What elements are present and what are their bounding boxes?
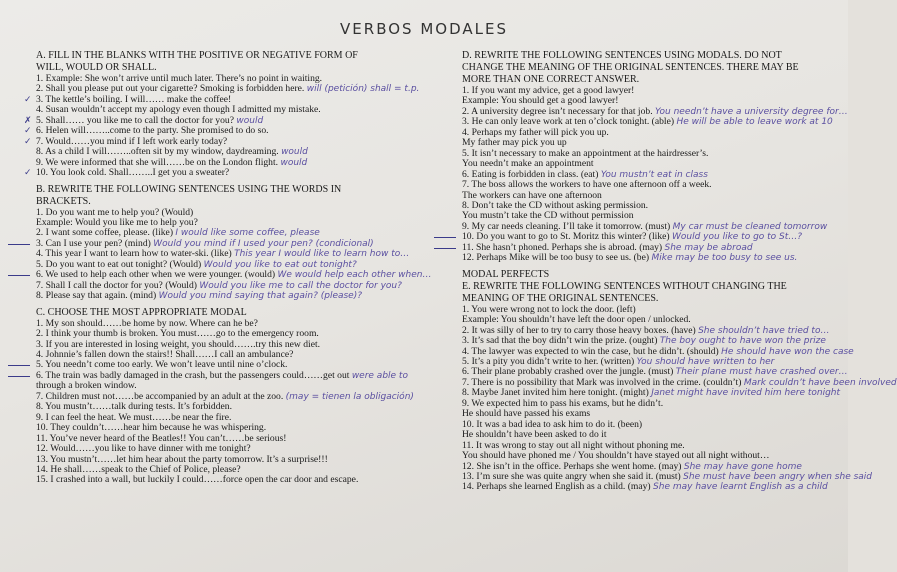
margin-dash xyxy=(8,376,30,377)
section-c xyxy=(36,307,444,486)
exercise-text: 5. Do you want to eat out tonight? (Would) xyxy=(36,258,202,270)
exercise-text: You should have phoned me / You shouldn’t have stayed out all night without… xyxy=(462,450,770,462)
exercise-line xyxy=(36,291,444,301)
handwritten-answer: Their plane must have crashed over… xyxy=(675,367,848,378)
right-column xyxy=(462,50,897,498)
section-gap xyxy=(462,493,844,498)
section-e xyxy=(462,268,897,493)
section-heading: MORE THAN ONE CORRECT ANSWER. xyxy=(462,74,640,85)
section-d xyxy=(462,50,848,264)
handwritten-answer: The boy ought to have won the prize xyxy=(659,336,826,347)
section-gap xyxy=(36,486,444,491)
exercise-line xyxy=(462,253,844,263)
exercise-text: 9. We were informed that she will……be on the London flight. xyxy=(36,156,279,168)
margin-dash xyxy=(434,237,456,238)
handwritten-answer: She shouldn’t have tried to… xyxy=(698,325,830,336)
section-heading: E. REWRITE THE FOLLOWING SENTENCES WITHOUT CHANGING THE xyxy=(462,280,787,292)
exercise-text: 1. You were wrong not to lock the door. (left) xyxy=(462,303,636,315)
exercise-text: 6. Their plane probably crashed over the jungle. (must) xyxy=(462,366,674,378)
exercise-text: 8. As a child I will……..often sit by my window, daydreaming. xyxy=(36,146,279,158)
exercise-text: 7. There is no possibility that Mark was involved in the crime. (couldn’t) xyxy=(462,376,742,388)
section-heading: BRACKETS. xyxy=(36,195,91,207)
page-title: VERBOS MODALES xyxy=(340,20,508,38)
exercise-text: 3. It’s sad that the boy didn’t win the prize. (ought) xyxy=(462,335,658,347)
exercise-text: 5. It isn’t necessary to make an appointment at the hairdresser’s. xyxy=(462,147,709,159)
exercise-text: 1. My son should……be home by now. Where can he be? xyxy=(36,317,258,329)
handwritten-answer: Would you like me to call the doctor for you? xyxy=(199,280,402,291)
exercise-text: He shouldn’t have been asked to do it xyxy=(462,429,607,441)
exercise-text: 5. You needn’t come too early. We won’t leave until nine o’clock. xyxy=(36,359,288,371)
handwritten-answer: We would help each other when… xyxy=(277,270,432,281)
handwritten-answer: Would you like to eat out tonight? xyxy=(203,259,357,270)
check-mark: ✓ xyxy=(24,94,32,105)
exercise-text: 7. The boss allows the workers to have one afternoon off a week. xyxy=(462,179,712,191)
exercise-text: 4. Perhaps my father will pick you up. xyxy=(462,126,609,138)
exercise-text: 3. If you are interested in losing weight, you should…….try this new diet. xyxy=(36,338,321,350)
exercise-text: 11. It was wrong to stay out all night without phoning me. xyxy=(462,439,685,451)
check-mark: ✓ xyxy=(24,168,32,179)
exercise-text: 10. You look cold. Shall……..I get you a sweater? xyxy=(36,167,230,179)
exercise-text: My father may pick you up xyxy=(462,137,567,149)
section-heading: CHANGE THE MEANING OF THE ORIGINAL SENTENCES. THERE MAY BE xyxy=(462,62,799,73)
exercise-text: 9. We expected him to pass his exams, but he didn’t. xyxy=(462,397,664,409)
exercise-text: Example: Would you like me to help you? xyxy=(36,216,198,228)
check-mark: ✗ xyxy=(24,115,32,126)
exercise-text: 10. It was a bad idea to ask him to do it. (been) xyxy=(462,418,643,430)
exercise-text: 11. She hasn’t phoned. Perhaps she is abroad. (may) xyxy=(462,241,663,253)
section-heading: WILL, WOULD OR SHALL. xyxy=(36,62,157,73)
exercise-text: 14. He shall……speak to the Chief of Police, please? xyxy=(36,463,241,475)
exercise-text: 8. Don’t take the CD without asking permission. xyxy=(462,199,649,211)
exercise-text: 10. Do you want to go to St. Moritz this winter? (like) xyxy=(462,231,670,243)
exercise-text: 5. Shall…… you like me to call the doctor for you? xyxy=(36,114,234,126)
exercise-text: 6. Eating is forbidden in class. (eat) xyxy=(462,168,599,180)
handwritten-answer: Would you mind if I used your pen? (condicional) xyxy=(153,238,374,249)
handwritten-answer: She must have been angry when she said xyxy=(683,471,873,482)
handwritten-answer: You needn’t have a university degree for… xyxy=(655,106,848,117)
exercise-text: 9. I can feel the heat. We must……be near the fire. xyxy=(36,411,232,423)
handwritten-answer: You mustn’t eat in class xyxy=(600,169,708,180)
exercise-text: 2. A university degree isn’t necessary for that job. xyxy=(462,105,653,117)
exercise-line xyxy=(462,482,844,492)
margin-dash xyxy=(434,248,456,249)
exercise-text: 3. He can only leave work at ten o’clock tonight. (able) xyxy=(462,116,675,128)
exercise-text: 2. I think your thumb is broken. You must……go to the emergency room. xyxy=(36,328,319,340)
exercise-text: 3. The kettle’s boiling. I will…… make the coffee! xyxy=(36,93,232,105)
handwritten-answer: would xyxy=(280,157,308,168)
handwritten-answer: will (petición) shall = t.p. xyxy=(306,84,420,95)
exercise-text: 15. I crashed into a wall, but luckily I could……force open the car door and escape. xyxy=(36,474,359,486)
section-heading: MODAL PERFECTS xyxy=(462,268,550,280)
exercise-text: 2. I want some coffee, please. (like) xyxy=(36,227,174,239)
exercise-text: 11. You’ve never heard of the Beatles!! You can’t……be serious! xyxy=(36,432,287,444)
section-heading: D. REWRITE THE FOLLOWING SENTENCES USING MODALS. DO NOT xyxy=(462,50,782,61)
handwritten-answer: You should have written to her xyxy=(636,356,775,367)
handwritten-answer: would xyxy=(281,147,308,158)
handwritten-answer: Would you like to go to St…? xyxy=(671,232,803,243)
exercise-text: 12. She isn’t in the office. Perhaps she went home. (may) xyxy=(462,460,682,472)
exercise-text: 4. Susan wouldn’t accept my apology even though I admitted my mistake. xyxy=(36,104,321,116)
handwritten-answer: would xyxy=(236,115,264,126)
left-column xyxy=(24,50,444,491)
handwritten-answer: Mike may be too busy to see us. xyxy=(651,253,798,264)
exercise-text: He should have passed his exams xyxy=(462,408,591,420)
check-mark: ✓ xyxy=(24,126,32,137)
exercise-text: 4. Johnnie’s fallen down the stairs!! Shall……I call an ambulance? xyxy=(36,348,294,360)
margin-dash xyxy=(8,275,30,276)
check-mark: ✓ xyxy=(24,136,32,147)
exercise-text: 13. I’m sure she was quite angry when she said it. (must) xyxy=(462,470,681,482)
exercise-text: 7. Children must not……be accompanied by an adult at the zoo. xyxy=(36,390,284,402)
handwritten-answer: Would you mind saying that again? (please)? xyxy=(158,291,363,302)
handwritten-answer: He will be able to leave work at 10 xyxy=(676,117,833,128)
exercise-text: 3. Can I use your pen? (mind) xyxy=(36,237,151,249)
handwritten-answer: She may be abroad xyxy=(664,242,753,253)
handwritten-answer: She may have gone home xyxy=(683,461,802,472)
exercise-text: through a broken window. xyxy=(36,380,137,392)
handwritten-answer: were able to xyxy=(351,370,408,381)
section-a xyxy=(24,50,444,179)
exercise-text: 5. It’s a pity you didn’t write to her. (written) xyxy=(462,355,635,367)
exercise-text: You mustn’t take the CD without permission xyxy=(462,210,634,222)
exercise-text: 2. It was silly of her to try to carry those heavy boxes. (have) xyxy=(462,324,696,336)
handwritten-answer: My car must be cleaned tomorrow xyxy=(672,221,828,232)
exercise-text: 6. Helen will……..come to the party. She promised to do so. xyxy=(36,125,269,137)
exercise-text: 4. This year I want to learn how to water-ski. (like) xyxy=(36,248,232,260)
exercise-text: 1. Do you want me to help you? (Would) xyxy=(36,206,194,218)
section-heading: A. FILL IN THE BLANKS WITH THE POSITIVE OR NEGATIVE FORM OF xyxy=(36,50,358,61)
exercise-text: 6. We used to help each other when we were younger. (would) xyxy=(36,269,276,281)
exercise-text: You needn’t make an appointment xyxy=(462,158,594,170)
exercise-text: 8. You mustn’t……talk during tests. It’s forbidden. xyxy=(36,401,232,413)
exercise-text: 1. If you want my advice, get a good lawyer! xyxy=(462,85,635,96)
exercise-text: 12. Perhaps Mike will be too busy to see us. (be) xyxy=(462,252,650,264)
exercise-text: 1. Example: She won’t arrive until much later. There’s no point in waiting. xyxy=(36,73,323,84)
exercise-line xyxy=(36,475,444,485)
exercise-text: 6. The train was badly damaged in the crash, but the passengers could……get out xyxy=(36,369,350,381)
exercise-text: 8. Please say that again. (mind) xyxy=(36,290,157,302)
handwritten-answer: Mark couldn’t have been involved xyxy=(743,377,897,388)
section-heading: MEANING OF THE ORIGINAL SENTENCES. xyxy=(462,292,659,304)
exercise-text: 14. Perhaps she learned English as a child. (may) xyxy=(462,481,651,493)
exercise-text: 10. They couldn’t……hear him because he was whispering. xyxy=(36,422,267,434)
exercise-text: Example: You should get a good lawyer! xyxy=(462,95,619,107)
exercise-text: 9. My car needs cleaning. I’ll take it tomorrow. (must) xyxy=(462,220,671,232)
margin-dash xyxy=(8,365,30,366)
exercise-text: 13. You mustn’t……let him hear about the party tomorrow. It’s a surprise!!! xyxy=(36,453,328,465)
exercise-text: 7. Shall I call the doctor for you? (Would) xyxy=(36,279,197,291)
handwritten-answer: She may have learnt English as a child xyxy=(653,482,828,493)
exercise-text: Example: You shouldn’t have left the door open / unlocked. xyxy=(462,314,691,326)
handwritten-answer: He should have won the case xyxy=(721,346,854,357)
exercise-text: The workers can have one afternoon xyxy=(462,189,602,201)
handwritten-answer: I would like some coffee, please xyxy=(175,228,320,239)
section-heading: B. REWRITE THE FOLLOWING SENTENCES USING THE WORDS IN xyxy=(36,183,342,195)
handwritten-answer: This year I would like to learn how to… xyxy=(234,249,410,260)
exercise-line xyxy=(24,167,444,179)
exercise-text: 8. Maybe Janet invited him here tonight. (might) xyxy=(462,387,649,399)
exercise-text: 4. The lawyer was expected to win the case, but he didn’t. (should) xyxy=(462,345,719,357)
exercise-text: 12. Would……you like to have dinner with me tonight? xyxy=(36,443,251,455)
handwritten-answer: (may = tienen la obligación) xyxy=(285,391,414,402)
exercise-text: 2. Shall you please put out your cigarette? Smoking is forbidden here. xyxy=(36,83,305,95)
margin-dash xyxy=(8,244,30,245)
section-b xyxy=(36,184,444,302)
handwritten-answer: Janet might have invited him here tonight xyxy=(651,388,841,399)
exercise-text: 7. Would……you mind if I left work early today? xyxy=(36,135,228,147)
section-heading: C. CHOOSE THE MOST APPROPRIATE MODAL xyxy=(36,306,247,318)
